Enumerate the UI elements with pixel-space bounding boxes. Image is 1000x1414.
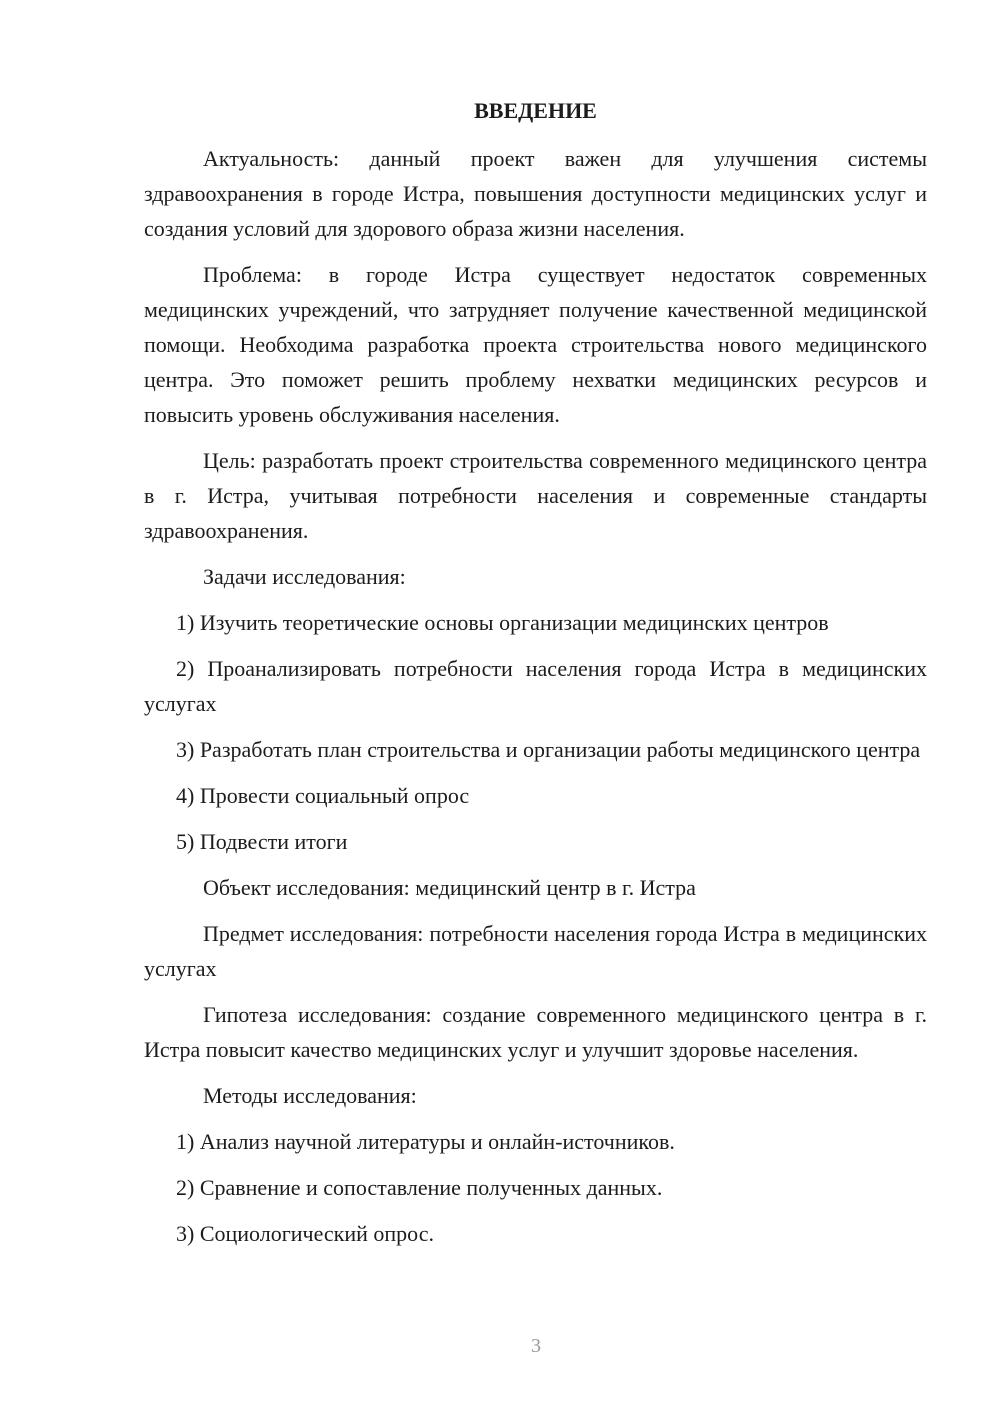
task-item-5: 5) Подвести итоги bbox=[176, 829, 348, 854]
paragraph-methods-title: Методы исследования: bbox=[203, 1083, 417, 1108]
task-item-2: 2) Проанализировать потребности населения города Истра в медицинских услугах bbox=[144, 656, 927, 716]
page-number: 3 bbox=[531, 1335, 541, 1357]
method-item-3: 3) Социологический опрос. bbox=[176, 1221, 434, 1246]
paragraph-hypothesis: Гипотеза исследования: создание современного медицинского центра в г. Истра повысит качество медицинских услуг и улучшит здоровье населения. bbox=[144, 1002, 927, 1062]
paragraph-tasks-title: Задачи исследования: bbox=[203, 564, 406, 589]
document-body bbox=[144, 141, 927, 1262]
task-item-4: 4) Провести социальный опрос bbox=[176, 783, 470, 808]
section-heading: ВВЕДЕНИЕ bbox=[474, 98, 597, 123]
task-item-3: 3) Разработать план строительства и организации работы медицинского центра bbox=[176, 737, 921, 762]
paragraph-goal: Цель: разработать проект строительства современного медицинского центра в г. Истра, учитывая потребности населения и современные стандарты здравоохранения. bbox=[144, 448, 927, 543]
paragraph-object: Объект исследования: медицинский центр в г. Истра bbox=[203, 875, 696, 900]
task-item-1: 1) Изучить теоретические основы организации медицинских центров bbox=[176, 610, 829, 635]
paragraph-problem: Проблема: в городе Истра существует недостаток современных медицинских учреждений, что затрудняет получение качественной медицинской помощи. Необходима разработка проекта строительства нового медицинского центра. Это поможет решить проблему нехватки медицинских ресурсов и повысить уровень обслуживания населения. bbox=[144, 262, 927, 427]
method-item-2: 2) Сравнение и сопоставление полученных данных. bbox=[176, 1175, 663, 1200]
paragraph-subject: Предмет исследования: потребности населения города Истра в медицинских услугах bbox=[144, 921, 927, 981]
paragraph-relevance: Актуальность: данный проект важен для улучшения системы здравоохранения в городе Истра, повышения доступности медицинских услуг и создания условий для здорового образа жизни населения. bbox=[144, 146, 927, 241]
method-item-1: 1) Анализ научной литературы и онлайн-источников. bbox=[176, 1129, 675, 1154]
